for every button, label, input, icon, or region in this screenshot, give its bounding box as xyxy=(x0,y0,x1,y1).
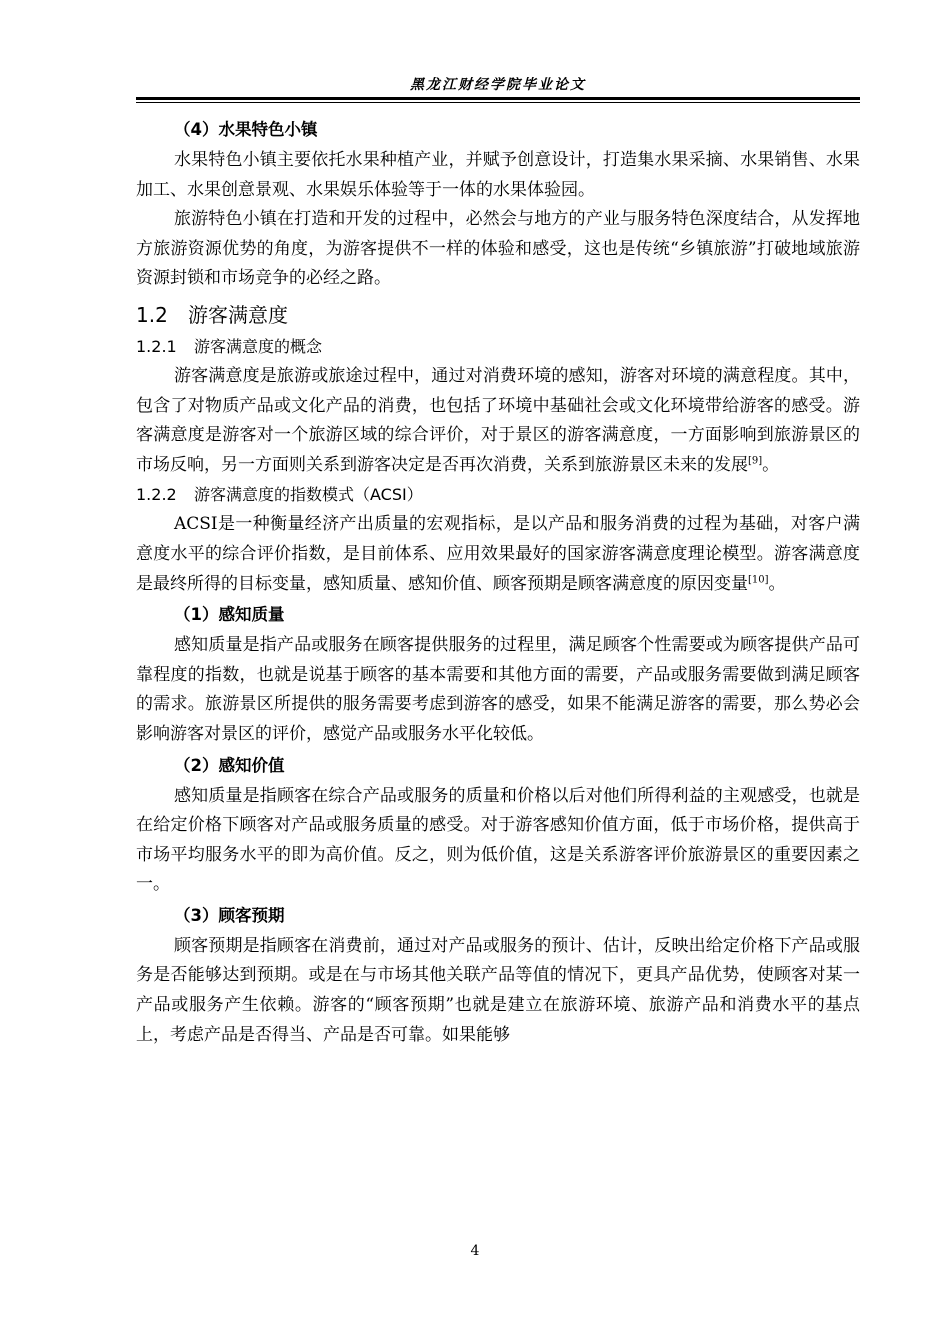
section-title: 游客满意度的概念 xyxy=(194,336,323,356)
paragraph-acsi: ACSI是一种衡量经济产出质量的宏观指标，是以产品和服务消费的过程为基础，对客户满意度水平的综合评价指数，是目前体系、应用效果最好的国家游客满意度理论模型。游客满意度是最终所得的目标变量，感知质量、感知价值、顾客预期是顾客满意度的原因变量[10]。 xyxy=(136,514,860,594)
citation-10: [10] xyxy=(748,573,769,585)
section-title: 游客满意度 xyxy=(188,302,288,327)
header-rule-thick xyxy=(136,97,860,100)
page-number: 4 xyxy=(470,1243,480,1259)
paragraph-perceived-value: 感知质量是指顾客在综合产品或服务的质量和价格以后对他们所得利益的主观感受，也就是在给定价格下顾客对产品或服务质量的感受。对于游客感知价值方面，低于市场价格，提供高于市场平均服务水平的即为高价值。反之，则为低价值，这是关系游客评价旅游景区的重要因素之一。 xyxy=(136,785,861,895)
document-body xyxy=(136,114,860,1050)
subheading-fruit-town: （4）水果特色小镇 xyxy=(174,120,318,139)
paragraph-fruit-town: 水果特色小镇主要依托水果种植产业，并赋予创意设计，打造集水果采摘、水果销售、水果加工、水果创意景观、水果娱乐体验等于一体的水果体验园。 xyxy=(136,150,860,200)
section-title: 游客满意度的指数模式（ACSI） xyxy=(194,485,423,505)
page-header-title: 黑龙江财经学院毕业论文 xyxy=(410,77,586,93)
section-number: 1.2 xyxy=(136,302,168,327)
subheading-perceived-value: （2）感知价值 xyxy=(174,755,285,775)
section-heading-1-2-1 xyxy=(136,332,860,362)
paragraph-customer-expectation: 顾客预期是指顾客在消费前，通过对产品或服务的预计、估计，反映出给定价格下产品或服务是否能够达到预期。或是在与市场其他关联产品等值的情况下，更具产品优势，使顾客对某一产品或服务产生依赖。游客的“顾客预期”也就是建立在旅游环境、旅游产品和消费水平的基点上，考虑产品是否得当、产品是否可靠。如果能够 xyxy=(136,935,860,1045)
section-heading-1-2-2 xyxy=(136,480,860,510)
paragraph-satisfaction-concept: 游客满意度是旅游或旅途过程中，通过对消费环境的感知，游客对环境的满意程度。其中，包含了对物质产品或文化产品的消费，也包括了环境中基础社会或文化环境带给游客的感受。游客满意度是游客对一个旅游区域的综合评价，对于景区的游客满意度，一方面影响到旅游景区的市场反响，另一方面则关系到游客决定是否再次消费，关系到旅游景区未来的发展[9]。 xyxy=(136,365,860,475)
paragraph-town-development: 旅游特色小镇在打造和开发的过程中，必然会与地方的产业与服务特色深度结合，从发挥地方旅游资源优势的角度，为游客提供不一样的体验和感受，这也是传统“乡镇旅游”打破地域旅游资源封锁和市场竞争的必经之路。 xyxy=(136,209,860,289)
emphasized-definition: 顾客在综合产品或服务的质量和价格以后对他们所得利益的主观感受 xyxy=(276,785,792,806)
section-number: 1.2.1 xyxy=(136,336,177,356)
subheading-customer-expectation: （3）顾客预期 xyxy=(174,905,285,925)
section-number: 1.2.2 xyxy=(136,485,177,505)
subheading-perceived-quality: （1）感知质量 xyxy=(174,605,285,625)
citation-9: [9] xyxy=(748,455,763,467)
paragraph-perceived-quality: 感知质量是指产品或服务在顾客提供服务的过程里，满足顾客个性需要或为顾客提供产品可靠程度的指数，也就是说基于顾客的基本需要和其他方面的需要，产品或服务需要做到满足顾客的需求。旅游景区所提供的服务需要考虑到游客的感受，如果不能满足游客的需要，那么势必会影响游客对景区的评价，感觉产品或服务水平化较低。 xyxy=(136,635,860,744)
header-rule-thin xyxy=(136,102,860,103)
section-heading-1-2 xyxy=(136,298,860,332)
